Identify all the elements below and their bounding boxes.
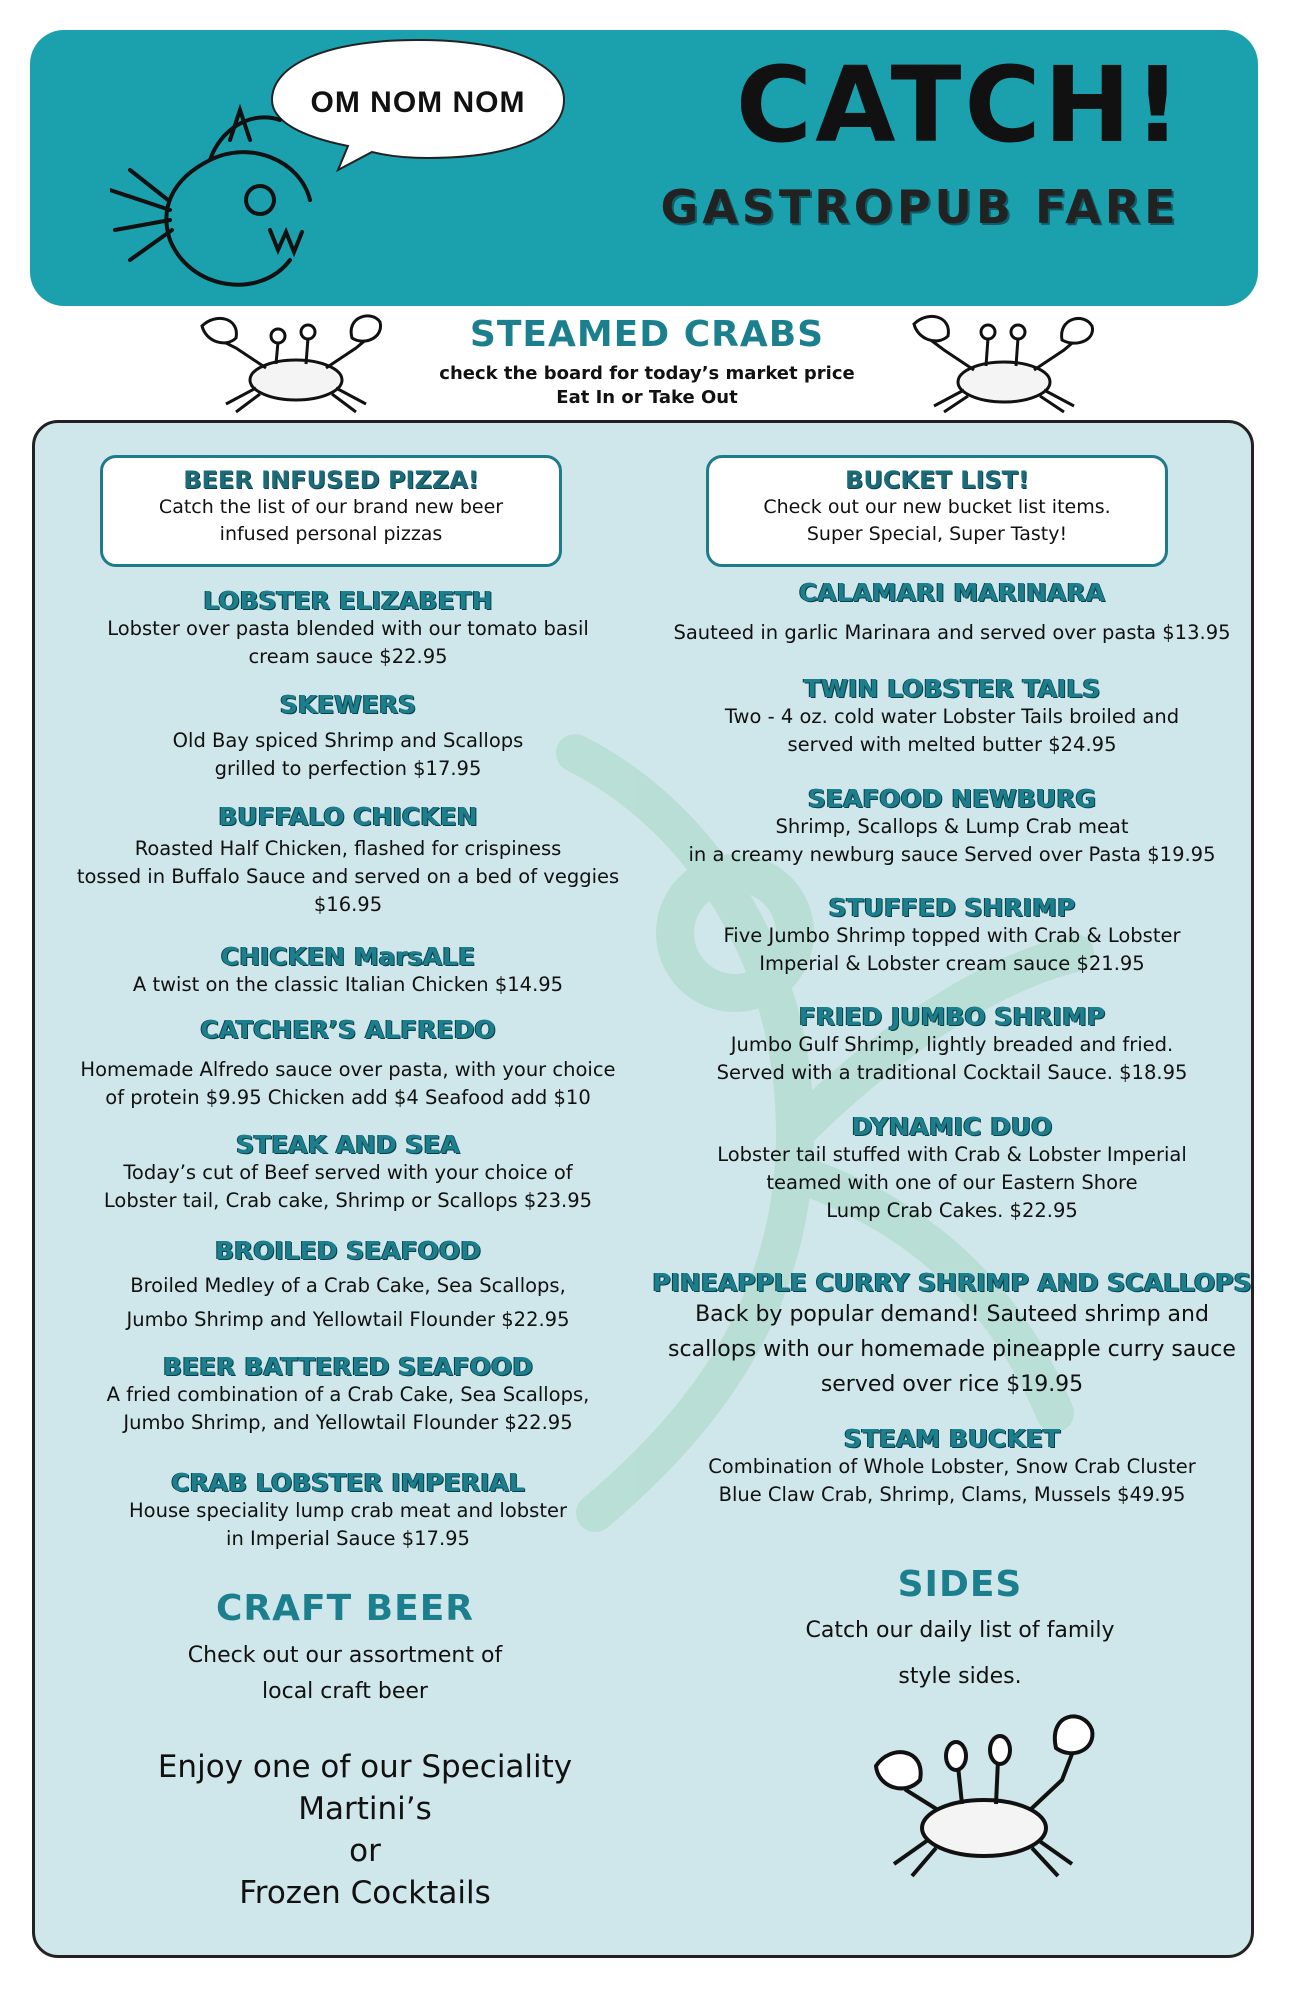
menu-item: [652, 784, 1252, 869]
menu-item: [50, 1015, 646, 1112]
menu-item-desc: Jumbo Gulf Shrimp, lightly breaded and fried. Served with a traditional Cocktail Sauce. $18.95: [716, 1033, 1188, 1084]
menu-item: [652, 893, 1252, 978]
bucket-list-text: Super Special, Super Tasty!: [806, 523, 1068, 545]
menu-item-desc: Back by popular demand! Sauteed shrimp and scallops with our homemade pineapple curry sauce served over rice $19.95: [668, 1302, 1236, 1397]
menu-item-desc: Sauteed in garlic Marinara and served over pasta $13.95: [673, 621, 1231, 644]
menu-item: [652, 578, 1252, 647]
menu-item: [652, 1112, 1252, 1225]
menu-item: [652, 1268, 1252, 1402]
menu-item: [50, 1468, 646, 1553]
menu-item: [50, 1130, 646, 1215]
menu-item-name: STEAK AND SEA: [236, 1130, 460, 1159]
menu-item-desc: A fried combination of a Crab Cake, Sea Scallops, Jumbo Shrimp, and Yellowtail Flounder $22.95: [106, 1383, 590, 1434]
sides-line: Catch our daily list of family: [805, 1618, 1115, 1643]
menu-item: [652, 1002, 1252, 1087]
crab-icon: [196, 308, 386, 414]
menu-item: [50, 1352, 646, 1437]
menu-item: [652, 674, 1252, 759]
menu-item: [50, 690, 646, 783]
sides-text: [740, 1608, 1180, 1700]
menu-item: [652, 1424, 1252, 1509]
steamed-crabs-title: STEAMED CRABS: [469, 314, 825, 355]
menu-item-desc: Lobster over pasta blended with our tomato basil cream sauce $22.95: [107, 617, 589, 668]
menu-item-name: BEER BATTERED SEAFOOD: [163, 1352, 533, 1381]
menu-item-desc: Broiled Medley of a Crab Cake, Sea Scallops, Jumbo Shrimp and Yellowtail Flounder $22.95: [126, 1274, 570, 1331]
pizza-box-text: infused personal pizzas: [219, 523, 443, 545]
restaurant-title: CATCH!: [735, 44, 1185, 166]
menu-item-name: STUFFED SHRIMP: [828, 893, 1076, 922]
craft-beer-line: local craft beer: [262, 1679, 428, 1704]
craft-beer-text: [110, 1638, 580, 1710]
menu-item-name: CATCHER’S ALFREDO: [200, 1015, 496, 1044]
menu-item: [50, 586, 646, 671]
cocktails-line: Enjoy one of our Speciality: [157, 1749, 573, 1785]
menu-item: [50, 1236, 646, 1337]
cocktails-text: [90, 1746, 640, 1914]
menu-item-desc: Today’s cut of Beef served with your choice of Lobster tail, Crab cake, Shrimp or Scallops $23.95: [103, 1161, 593, 1212]
menu-item-name: CALAMARI MARINARA: [798, 578, 1106, 607]
menu-item-desc: A twist on the classic Italian Chicken $14.95: [132, 973, 564, 996]
menu-item-desc: Lobster tail stuffed with Crab & Lobster Imperial teamed with one of our Eastern Shore Lump Crab Cakes. $22.95: [717, 1143, 1187, 1222]
cocktails-line: Martini’s: [298, 1791, 432, 1827]
menu-item-name: CHICKEN MarsALE: [220, 942, 476, 971]
menu-item: [50, 942, 646, 999]
menu-item-name: LOBSTER ELIZABETH: [203, 586, 493, 615]
menu-item-desc: Shrimp, Scallops & Lump Crab meat in a creamy newburg sauce Served over Pasta $19.95: [688, 815, 1216, 866]
bucket-list-title: BUCKET LIST!: [845, 466, 1029, 494]
menu-item-desc: Homemade Alfredo sauce over pasta, with your choice of protein $9.95 Chicken add $4 Seafood add $10: [80, 1058, 616, 1109]
sides-line: style sides.: [898, 1664, 1022, 1689]
sides-title: SIDES: [897, 1564, 1023, 1605]
menu-item-name: DYNAMIC DUO: [851, 1112, 1053, 1141]
cocktails-line: Frozen Cocktails: [239, 1875, 491, 1911]
cocktails-line: or: [349, 1833, 381, 1869]
menu-item: [50, 802, 646, 919]
menu-item-name: CRAB LOBSTER IMPERIAL: [171, 1468, 525, 1497]
menu-item-desc: Five Jumbo Shrimp topped with Crab & Lobster Imperial & Lobster cream sauce $21.95: [723, 924, 1181, 975]
steamed-crabs-line: Eat In or Take Out: [556, 387, 738, 408]
anglerfish-icon: [110, 100, 320, 300]
bucket-list-text: Check out our new bucket list items.: [763, 496, 1111, 518]
pizza-box-title: BEER INFUSED PIZZA!: [183, 466, 479, 494]
menu-item-name: SKEWERS: [279, 690, 417, 719]
menu-item-name: BROILED SEAFOOD: [214, 1236, 482, 1265]
menu-item-name: FRIED JUMBO SHRIMP: [798, 1002, 1106, 1031]
craft-beer-title: CRAFT BEER: [215, 1588, 475, 1629]
restaurant-subtitle: GASTROPUB FARE: [660, 180, 1180, 234]
menu-item-desc: Two - 4 oz. cold water Lobster Tails broiled and served with melted butter $24.95: [724, 705, 1180, 756]
steamed-crabs-info: [380, 362, 914, 410]
menu-item-name: BUFFALO CHICKEN: [218, 802, 478, 831]
speech-text: OM NOM NOM: [310, 86, 526, 119]
menu-item-name: SEAFOOD NEWBURG: [807, 784, 1097, 813]
crab-icon: [908, 308, 1098, 414]
steamed-crabs-line: check the board for today’s market price: [439, 363, 855, 384]
menu-item-desc: House speciality lump crab meat and lobster in Imperial Sauce $17.95: [129, 1499, 567, 1550]
bucket-list-box: [706, 455, 1168, 567]
menu-item-name: STEAM BUCKET: [843, 1424, 1061, 1453]
craft-beer-line: Check out our assortment of: [187, 1643, 503, 1668]
menu-item-name: PINEAPPLE CURRY SHRIMP AND SCALLOPS: [652, 1268, 1252, 1297]
pizza-box: [100, 455, 562, 567]
menu-item-name: TWIN LOBSTER TAILS: [803, 674, 1101, 703]
menu-item-desc: Old Bay spiced Shrimp and Scallops grilled to perfection $17.95: [172, 729, 524, 780]
menu-item-desc: Roasted Half Chicken, flashed for crispiness tossed in Buffalo Sauce and served on a bed of veggies $16.95: [76, 837, 620, 916]
menu-item-desc: Combination of Whole Lobster, Snow Crab Cluster Blue Claw Crab, Shrimp, Clams, Mussels $49.95: [708, 1455, 1196, 1506]
pizza-box-text: Catch the list of our brand new beer: [158, 496, 504, 518]
crab-icon: [866, 1700, 1102, 1880]
